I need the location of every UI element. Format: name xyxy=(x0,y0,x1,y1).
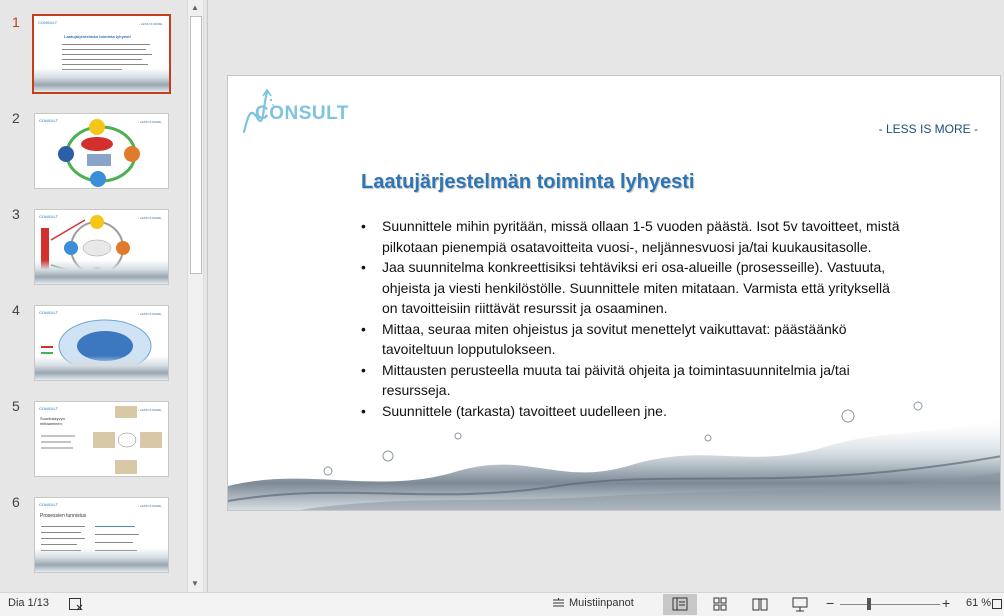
thumbnail-tagline: - LESS IS MORE - xyxy=(138,408,163,412)
slide-editing-area xyxy=(208,0,1004,592)
slide-sorter-button[interactable] xyxy=(703,594,737,615)
thumbnail-logo: CONSULT xyxy=(38,20,58,25)
slideshow-button[interactable] xyxy=(783,594,817,615)
notes-label: Muistiinpanot xyxy=(569,597,634,609)
logo-wordmark: CONSULT xyxy=(255,103,349,124)
zoom-in-button[interactable]: + xyxy=(942,595,951,611)
slide-thumbnail-3[interactable] xyxy=(34,209,169,285)
thumbnail-number: 4 xyxy=(12,302,20,318)
thumbnail-title: Prosessien tunnistus xyxy=(40,513,87,519)
thumbnail-tagline: - LESS IS MORE - xyxy=(138,504,163,508)
thumbnail-number: 6 xyxy=(12,494,20,510)
thumbnail-number: 3 xyxy=(12,206,20,222)
thumbnail-number: 1 xyxy=(12,14,20,30)
thumbnail-logo: CONSULT xyxy=(39,406,59,411)
slide-bullet-list[interactable] xyxy=(361,216,901,421)
zoom-slider[interactable] xyxy=(840,604,940,605)
notes-icon xyxy=(552,598,565,609)
normal-view-icon xyxy=(663,594,697,615)
thumbnail-title: Suorituskyvyn mittaaminen xyxy=(40,416,65,426)
slide-thumbnail-6[interactable] xyxy=(34,497,169,573)
reading-view-button[interactable] xyxy=(743,594,777,615)
thumbnail-tagline: - LESS IS MORE - xyxy=(138,120,163,124)
slide-thumbnail-2[interactable] xyxy=(34,113,169,189)
thumbnail-logo: CONSULT xyxy=(39,214,59,219)
reading-view-icon xyxy=(743,594,777,615)
bullet-item: • Jaa suunnitelma konkreettisiksi tehtäviksi eri osa-alueille (prosesseille). Vastuuta, ohjeista ja viesti henkilöstölle. Suunnittele miten mitataan. Varmista että yrityksellä on tavoitteisiin riittävät resurssit ja osaaminen. xyxy=(361,257,901,319)
thumbnail-cycle-diagram xyxy=(35,114,169,189)
thumbnail-tagline: - LESS IS MORE - xyxy=(138,312,163,316)
slide-thumbnail-pane xyxy=(0,0,190,592)
slide-tagline: - LESS IS MORE - xyxy=(878,122,978,136)
thumbnail-logo: CONSULT xyxy=(39,502,59,507)
bullet-item: • Suunnittele mihin pyritään, missä ollaan 1-5 vuoden päästä. Isot 5v tavoitteet, mistä pilkotaan pienempiä osatavoitteita vuosi-, neljännesvuosi ja/tai kuukausitasolle. xyxy=(361,216,901,257)
thumbnail-number: 2 xyxy=(12,110,20,126)
scrollbar-thumb[interactable] xyxy=(190,16,202,274)
slide-thumbnail-4[interactable] xyxy=(34,305,169,381)
thumbnail-tagline: - LESS IS MORE - xyxy=(139,22,164,26)
thumbnail-logo: CONSULT xyxy=(39,310,59,315)
normal-view-button[interactable] xyxy=(663,594,697,615)
zoom-slider-handle[interactable] xyxy=(867,598,871,610)
bullet-item: • Suunnittele (tarkasta) tavoitteet uudelleen jne. xyxy=(361,401,901,422)
slide-canvas[interactable] xyxy=(227,75,1001,511)
zoom-out-button[interactable]: − xyxy=(826,595,835,611)
slide-thumbnail-1[interactable] xyxy=(32,14,171,94)
notes-button[interactable] xyxy=(552,597,634,609)
bullet-item: • Mittaa, seuraa miten ohjeistus ja sovitut menettelyt vaikuttavat: päästäänkö tavoiteltuun lopputulokseen. xyxy=(361,319,901,360)
scroll-down-icon[interactable]: ▼ xyxy=(191,579,199,588)
bullet-item: • Mittausten perusteella muuta tai päivitä ohjeita ja toimintasuunnitelmia ja/tai resursseja. xyxy=(361,360,901,401)
slide-sorter-icon xyxy=(703,594,737,615)
slideshow-icon xyxy=(783,594,817,615)
thumbnail-logo: CONSULT xyxy=(39,118,59,123)
thumbnail-number: 5 xyxy=(12,398,20,414)
thumbnail-tagline: - LESS IS MORE - xyxy=(138,216,163,220)
status-bar xyxy=(0,592,1004,616)
zoom-level[interactable]: 61 % xyxy=(966,597,992,609)
thumbnail-measurement-diagram xyxy=(35,402,169,477)
slide-counter: Dia 1/13 xyxy=(8,597,49,609)
thumbnail-scrollbar[interactable] xyxy=(187,0,204,592)
slide-thumbnail-5[interactable] xyxy=(34,401,169,477)
scroll-up-icon[interactable]: ▲ xyxy=(191,3,199,12)
accessibility-check-icon[interactable] xyxy=(68,596,84,615)
thumbnail-title: Laatujärjestelmän toiminta lyhyesti xyxy=(64,34,131,39)
slide-title[interactable]: Laatujärjestelmän toiminta lyhyesti xyxy=(361,171,695,193)
fit-to-window-icon[interactable] xyxy=(991,597,1003,611)
